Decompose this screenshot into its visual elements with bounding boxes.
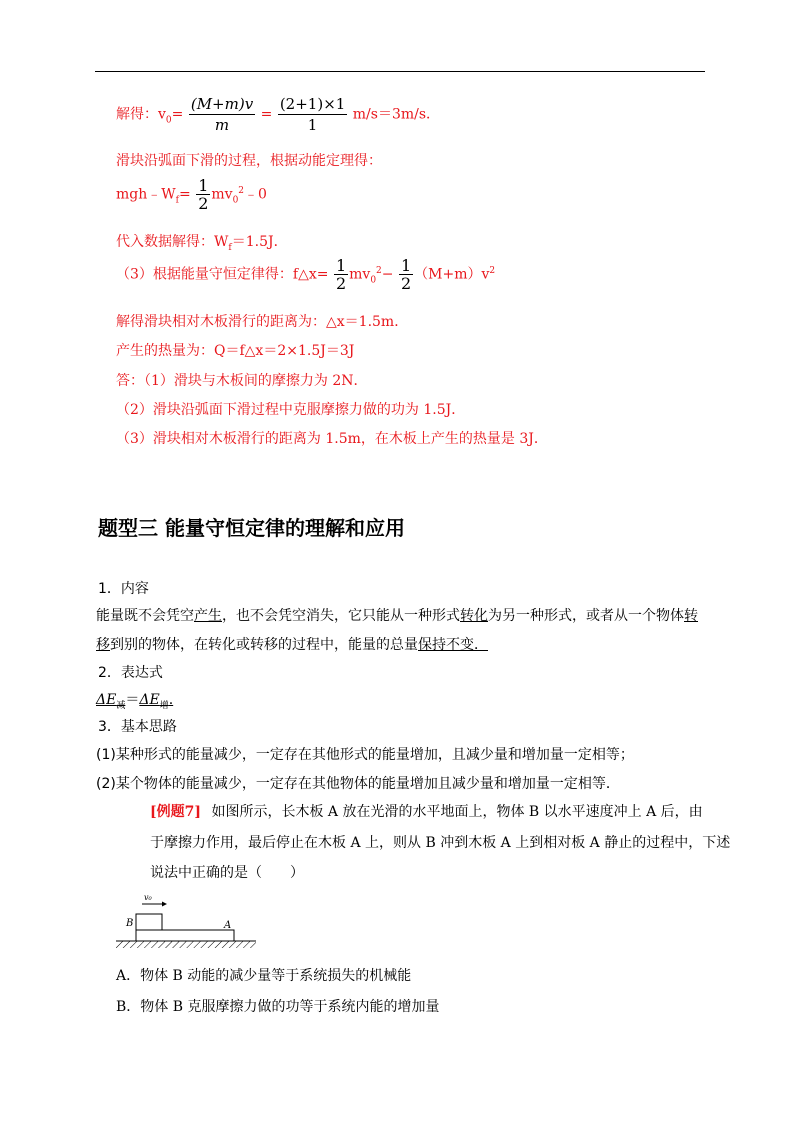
label-b: B [126,918,134,929]
label-a: A [224,920,232,931]
section-title: 题型三 能量守恒定律的理解和应用 [98,516,405,540]
solution-line-4: 代入数据解得：$W_f=1.5J$． [116,234,288,253]
solution-line-2: 滑块沿弧面下滑的过程，根据动能定理得： [116,153,382,169]
approach-item-2: (2)某个物体的能量减少，一定存在其他物体的能量增加且减少量和增加量一定相等． [96,776,620,792]
option-b: B．物体 B 克服摩擦力做的功等于系统内能的增加量 [116,999,440,1015]
board-block-diagram [112,888,272,956]
energy-expression: $\Delta E_减=\Delta E_增$. [96,692,174,711]
subheading-content: 1．内容 [98,581,149,597]
board-a [136,930,234,941]
content-para-line-1: 能量既不会凭空产生，也不会凭空消失，它只能从一种形式转化为另一种形式，或者从一个物体转 [96,608,698,624]
solution-line-5: （3）根据能量守恒定律得：f△x= $\frac{1}{2}$ $mv_0^2-$ $\frac{1}{2}$ $(M+m)v^2$ [116,256,496,293]
answer-line-1: 答：（1）滑块与木板间的摩擦力为 2N． [116,373,368,389]
fraction-mmv-over-m: $\frac{(M+m)v}{m}$ [190,95,254,134]
solution-line-6: 解得滑块相对木板滑行的距离为：△x＝1.5m． [116,314,409,330]
block-b [136,914,162,930]
solution-line-7: 产生的热量为：Q＝f△x＝2×1.5J＝3J [116,343,355,359]
header-rule [95,71,705,72]
example-line-2: 于摩擦力作用，最后停止在木板 A 上，则从 B 冲到木板 A 上到相对板 A 静止的过程中，下述 [150,835,731,851]
solution-line-3: $mgh﹣W_f=$ $\frac{1}{2}$ $mv_0^2﹣0$ [116,176,267,213]
example-line-3: 说法中正确的是（ ） [150,865,304,881]
velocity-label: v₀ [144,893,152,902]
example-tag: [例题7] [150,804,201,820]
fraction-numeric: $\frac{(2+1)\times 1}{1}$ [279,95,346,134]
option-a: A．物体 B 动能的减少量等于系统损失的机械能 [116,968,412,984]
fraction-one-half: $\frac{1}{2}$ [400,256,412,293]
answer-line-2: （2）滑块沿弧面下滑过程中克服摩擦力做的功为 1.5J． [116,402,466,418]
content-para-line-2: 移到别的物体，在转化或转移的过程中，能量的总量保持不变． [96,637,488,653]
subheading-approach: 3．基本思路 [98,719,177,735]
ground-hatching [116,941,256,948]
fraction-one-half: $\frac{1}{2}$ [335,256,347,293]
velocity-arrowhead [162,902,167,907]
approach-item-1: (1)某种形式的能量减少，一定存在其他形式的能量增加，且减少量和增加量一定相等； [96,747,634,763]
answer-line-3: （3）滑块相对木板滑行的距离为 1.5m，在木板上产生的热量是 3J． [116,431,548,447]
subheading-expression: 2．表达式 [98,665,163,681]
fraction-one-half: $\frac{1}{2}$ [198,176,209,213]
solution-line-v0: 解得：$v_0=$ $\frac{(M+m)v}{m}$ = $\frac{(2+1)\times 1}{1}$ m/s＝3m/s． [116,95,441,134]
example-line-1: [例题7] 如图所示，长木板 A 放在光滑的水平地面上，物体 B 以水平速度冲上 A 后，由 [150,804,703,820]
